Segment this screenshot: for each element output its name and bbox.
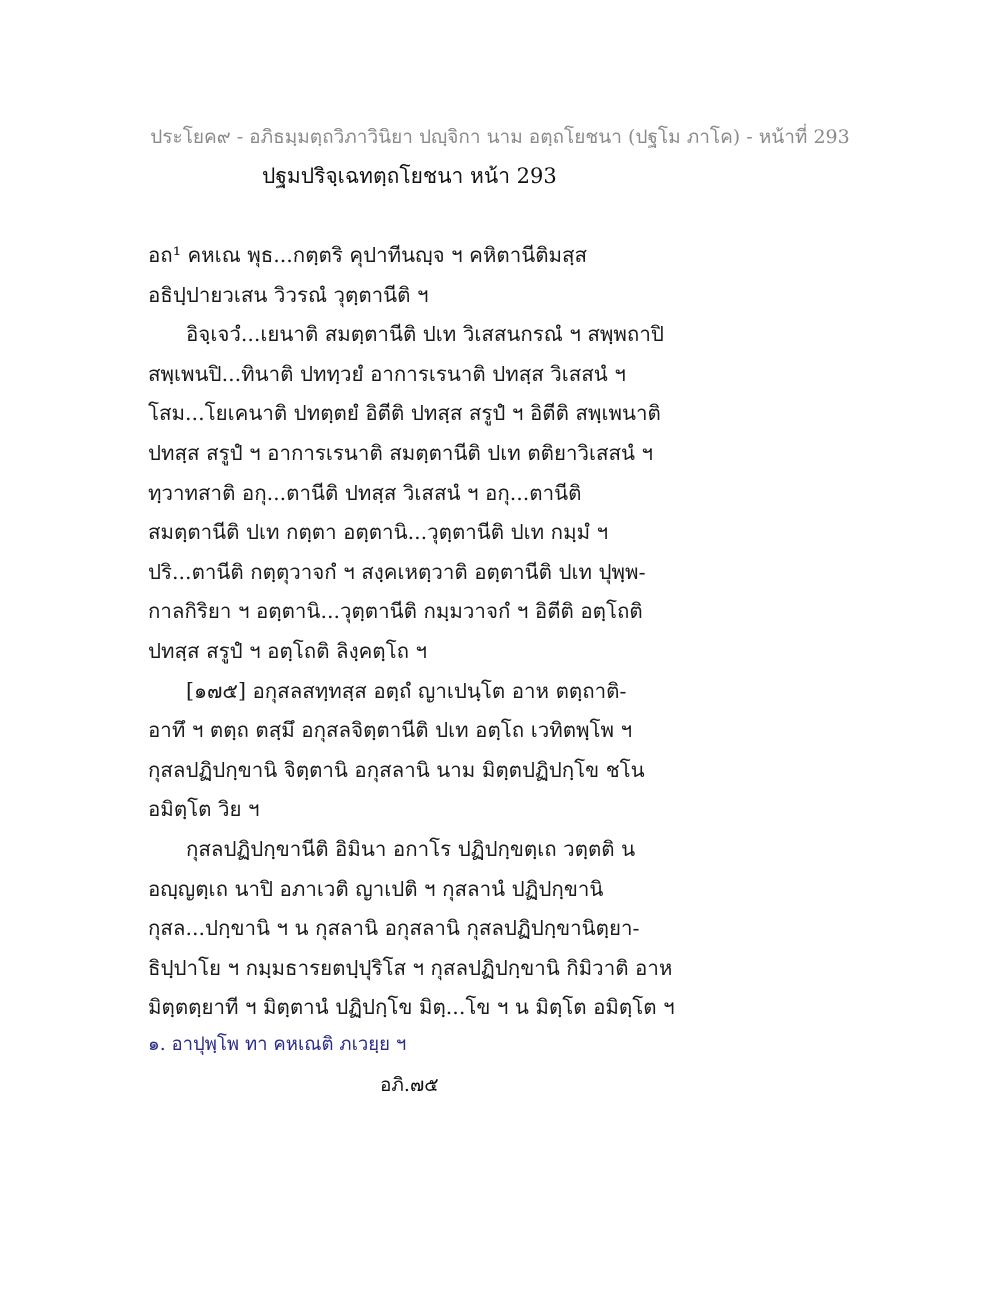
footnote: ๑. อาปุพฺโพ ทา คหเณติ ภเวยฺย ฯ <box>148 1034 407 1055</box>
text-line: อาทึ ฯ ตตฺถ ตสฺมึ อกุสลจิตฺตานีติ ปเท อตฺโถ เวทิตพฺโพ ฯ <box>148 718 633 743</box>
text-line: ธิปฺปาโย ฯ กมฺมธารยตปฺปุริโส ฯ กุสลปฏิปกฺขานิ กิมิวาติ อาห <box>148 955 673 980</box>
text-line: อมิตฺโต วิย ฯ <box>148 797 260 822</box>
text-line: โสม...โยเคนาติ ปทตฺตยํ อิตีติ ปทสฺส สรูปํ ฯ อิตีติ สพฺเพนาติ <box>148 401 661 426</box>
text-line: อถ¹ คหเณ พุธ...กตฺตริ คุปาทีนญฺจ ฯ คหิตานีติมสฺส <box>148 243 588 267</box>
body-text <box>148 236 848 1028</box>
text-line: อิจฺเจวํ...เยนาติ สมตฺตานีติ ปเท วิเสสนกรณํ ฯ สพฺพถาปิ <box>186 322 664 347</box>
running-head: ประโยค๙ - อภิธมฺมตฺถวิภาวินิยา ปญฺจิกา นาม อตฺถโยชนา (ปฐโม ภาโค) - หน้าที่ 293 <box>150 126 850 148</box>
text-line: สมตฺตานีติ ปเท กตฺตา อตฺตานิ...วุตฺตานีติ ปเท กมฺมํ ฯ <box>148 520 609 545</box>
text-line: กุสล...ปกฺขานิ ฯ น กุสลานิ อกุสลานิ กุสลปฏิปกฺขานิตฺยา- <box>148 916 640 941</box>
text-line: [๑๗๕] อกุสลสทฺทสฺส อตฺถํ ญาเปนฺโต อาห ตตฺถาติ- <box>186 678 627 703</box>
text-line: ปทสฺส สรูปํ ฯ อาการเรนาติ สมตฺตานีติ ปเท ตติยาวิเสสนํ ฯ <box>148 440 654 465</box>
text-line: มิตฺตตฺยาที ฯ มิตฺตานํ ปฏิปกฺโข มิตฺ...โข ฯ น มิตฺโต อมิตฺโต ฯ <box>148 995 675 1020</box>
text-line: กุสลปฏิปกฺขานิ จิตฺตานิ อกุสลานิ นาม มิตฺตปฏิปกฺโข ชโน <box>148 757 645 782</box>
text-line: อธิปฺปายวเสน วิวรณํ วุตฺตานีติ ฯ <box>148 282 429 307</box>
chapter-title: ปฐมปริจฺเฉทตฺถโยชนา หน้า 293 <box>262 164 557 188</box>
text-line: กาลกิริยา ฯ อตฺตานิ...วุตฺตานีติ กมฺมวาจกํ ฯ อิตีติ อตฺโถติ <box>148 599 643 624</box>
text-line: อญฺญตฺเถ นาปิ อภาเวติ ญาเปติ ฯ กุสลานํ ปฏิปกฺขานิ <box>148 876 604 901</box>
text-line: ปทสฺส สรูปํ ฯ อตฺโถติ ลิงฺคตฺโถ ฯ <box>148 638 428 663</box>
text-line: กุสลปฏิปกฺขานีติ อิมินา อกาโร ปฏิปกฺขตฺเถ วตฺตติ น <box>186 836 636 861</box>
text-line: ทฺวาทสาติ อกุ...ตานีติ ปทสฺส วิเสสนํ ฯ อกุ...ตานีติ <box>148 480 582 505</box>
text-line: สพฺเพนปิ...ทินาติ ปททฺวยํ อาการเรนาติ ปทสฺส วิเสสนํ ฯ <box>148 361 626 386</box>
text-line: ปริ...ตานีติ กตฺตุวาจกํ ฯ สงฺคเหตฺวาติ อตฺตานีติ ปเท ปุพฺพ- <box>148 559 646 584</box>
page-reference: อภิ.๗๕ <box>380 1074 439 1096</box>
